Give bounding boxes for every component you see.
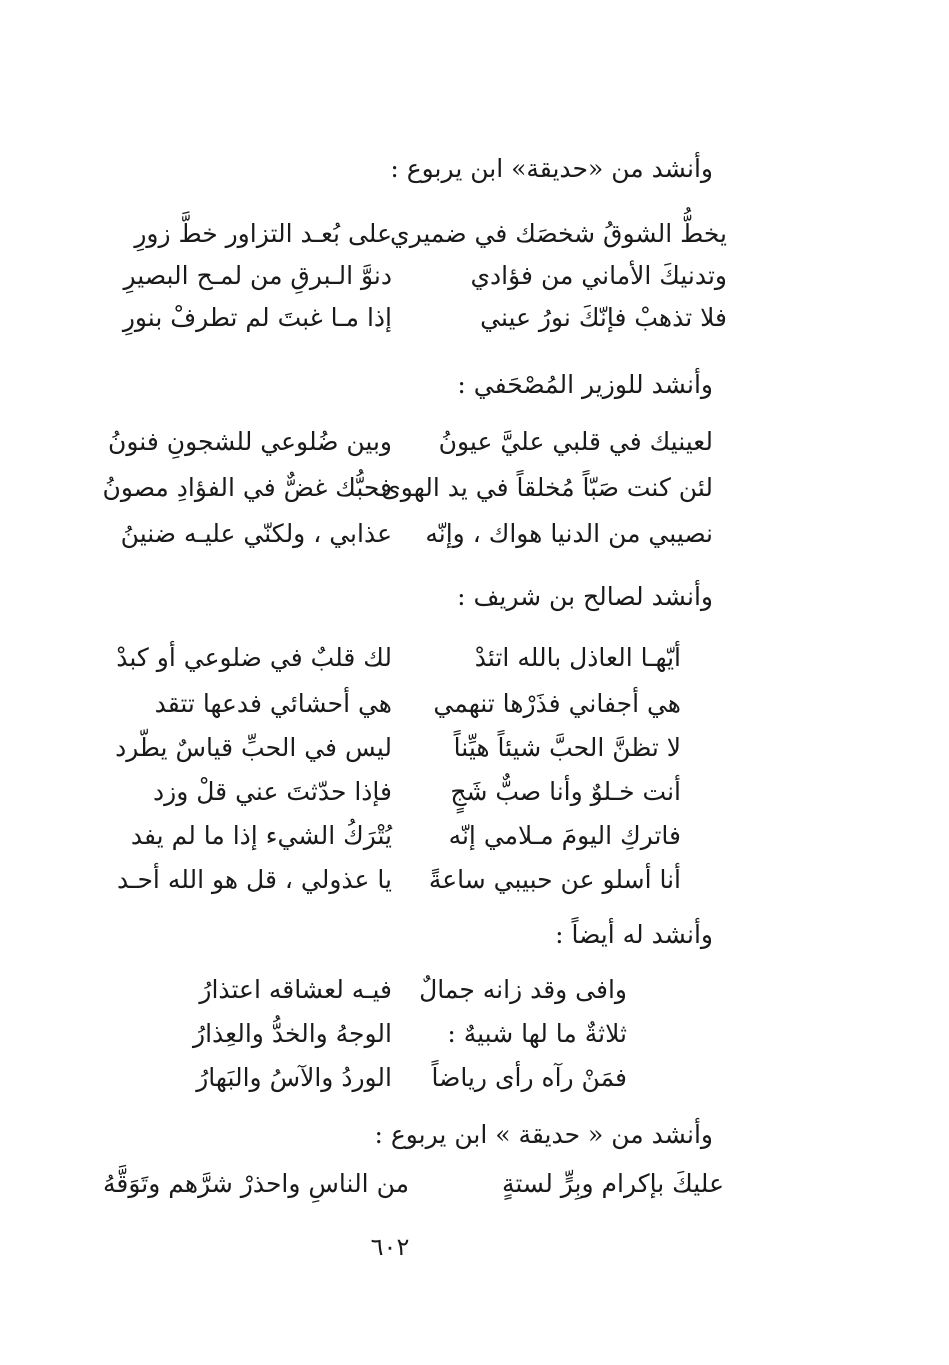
verse-line bbox=[0, 514, 949, 558]
verse-first-hemistich: وافى وقد زانه جمالٌ bbox=[419, 975, 627, 1004]
verse-second-hemistich: من الناسِ واحذرْ شرَّهم وتَوَقَّهُ bbox=[103, 1169, 409, 1198]
verse-first-hemistich: أنت خـلوٌ وأنا صبٌّ شَجٍ bbox=[450, 777, 681, 806]
verse-second-hemistich: يُتْرَكُ الشيء إذا ما لم يفد bbox=[130, 821, 392, 850]
verse-first-hemistich: أنا أسلو عن حبيبي ساعةً bbox=[428, 865, 681, 894]
verse-line bbox=[0, 468, 949, 512]
verse-first-hemistich: فمَنْ رآه رأى رياضاً bbox=[431, 1063, 627, 1092]
verse-first-hemistich: وتدنيكَ الأماني من فؤادي bbox=[470, 261, 727, 290]
verse-line bbox=[0, 1014, 949, 1058]
verse-line bbox=[0, 860, 949, 904]
verse-line bbox=[0, 256, 949, 300]
verse-second-hemistich: الوجهُ والخدُّ والعِذارُ bbox=[193, 1019, 392, 1048]
verse-first-hemistich: أيّهـا العاذل بالله اتئدْ bbox=[474, 643, 681, 672]
verse-second-hemistich: فحبُّك غضٌّ في الفؤادِ مصونُ bbox=[102, 473, 392, 502]
verse-first-hemistich: يخطُّ الشوقُ شخصَك في ضميري bbox=[390, 219, 727, 248]
section-intro: وأنشد لصالح بن شريف : bbox=[457, 582, 713, 611]
verse-second-hemistich: على بُعـد التزاور خطَّ زورِ bbox=[134, 219, 392, 248]
verse-line bbox=[0, 422, 949, 466]
section-intro: وأنشد من «حديقة» ابن يربوع : bbox=[390, 154, 713, 183]
verse-second-hemistich: دنوَّ الـبرقِ من لمـح البصيرِ bbox=[123, 261, 392, 290]
verse-second-hemistich: يا عذولي ، قل هو الله أحـد bbox=[117, 865, 392, 894]
verse-first-hemistich: عليكَ بإكرام وبِرٍّ لستةٍ bbox=[501, 1169, 724, 1198]
verse-line bbox=[0, 772, 949, 816]
verse-second-hemistich: ليس في الحبِّ قياسٌ يطّرد bbox=[115, 733, 392, 762]
verse-second-hemistich: الوردُ والآسُ والبَهارُ bbox=[196, 1063, 392, 1092]
page-number: ٦٠٢ bbox=[370, 1233, 410, 1261]
verse-second-hemistich: وبين ضُلوعي للشجونِ فنونُ bbox=[108, 427, 392, 456]
verse-line bbox=[0, 1058, 949, 1102]
verse-second-hemistich: هي أحشائي فدعها تتقد bbox=[154, 689, 392, 718]
verse-first-hemistich: ثلاثةٌ ما لها شبيهٌ : bbox=[447, 1019, 627, 1048]
verse-first-hemistich: نصيبي من الدنيا هواك ، وإنّه bbox=[425, 519, 713, 548]
verse-second-hemistich: فيـه لعشاقه اعتذارُ bbox=[199, 975, 392, 1004]
verse-first-hemistich: لعينيك في قلبي عليَّ عيونُ bbox=[438, 427, 713, 456]
verse-first-hemistich: هي أجفاني فذَرْها تنهمي bbox=[433, 689, 681, 718]
verse-line bbox=[0, 684, 949, 728]
verse-line bbox=[0, 970, 949, 1014]
verse-line bbox=[0, 638, 949, 682]
section-intro: وأنشد من « حديقة » ابن يربوع : bbox=[374, 1120, 713, 1149]
verse-line bbox=[0, 298, 949, 342]
verse-line bbox=[0, 1164, 949, 1208]
verse-first-hemistich: لا تظنَّ الحبَّ شيئاً هيِّناً bbox=[453, 733, 681, 762]
section-intro: وأنشد للوزير المُصْحَفي : bbox=[457, 370, 713, 399]
verse-second-hemistich: فإذا حدّثتَ عني قلْ وزد bbox=[153, 777, 392, 806]
verse-second-hemistich: إذا مـا غبتَ لم تطرفْ بنورِ bbox=[122, 303, 392, 332]
verse-line bbox=[0, 816, 949, 860]
verse-line bbox=[0, 728, 949, 772]
verse-first-hemistich: فاتركِ اليومَ مـلامي إنّه bbox=[448, 821, 681, 850]
section-intro: وأنشد له أيضاً : bbox=[555, 920, 713, 949]
verse-second-hemistich: عذابي ، ولكنّي عليـه ضنينُ bbox=[120, 519, 392, 548]
verse-line bbox=[0, 214, 949, 258]
verse-second-hemistich: لك قلبٌ في ضلوعي أو كبدْ bbox=[116, 643, 392, 672]
verse-first-hemistich: لئن كنت صَبّاً مُخلقاً في يد الهوى bbox=[381, 473, 713, 502]
verse-first-hemistich: فلا تذهبْ فإنّكَ نورُ عيني bbox=[480, 303, 727, 332]
